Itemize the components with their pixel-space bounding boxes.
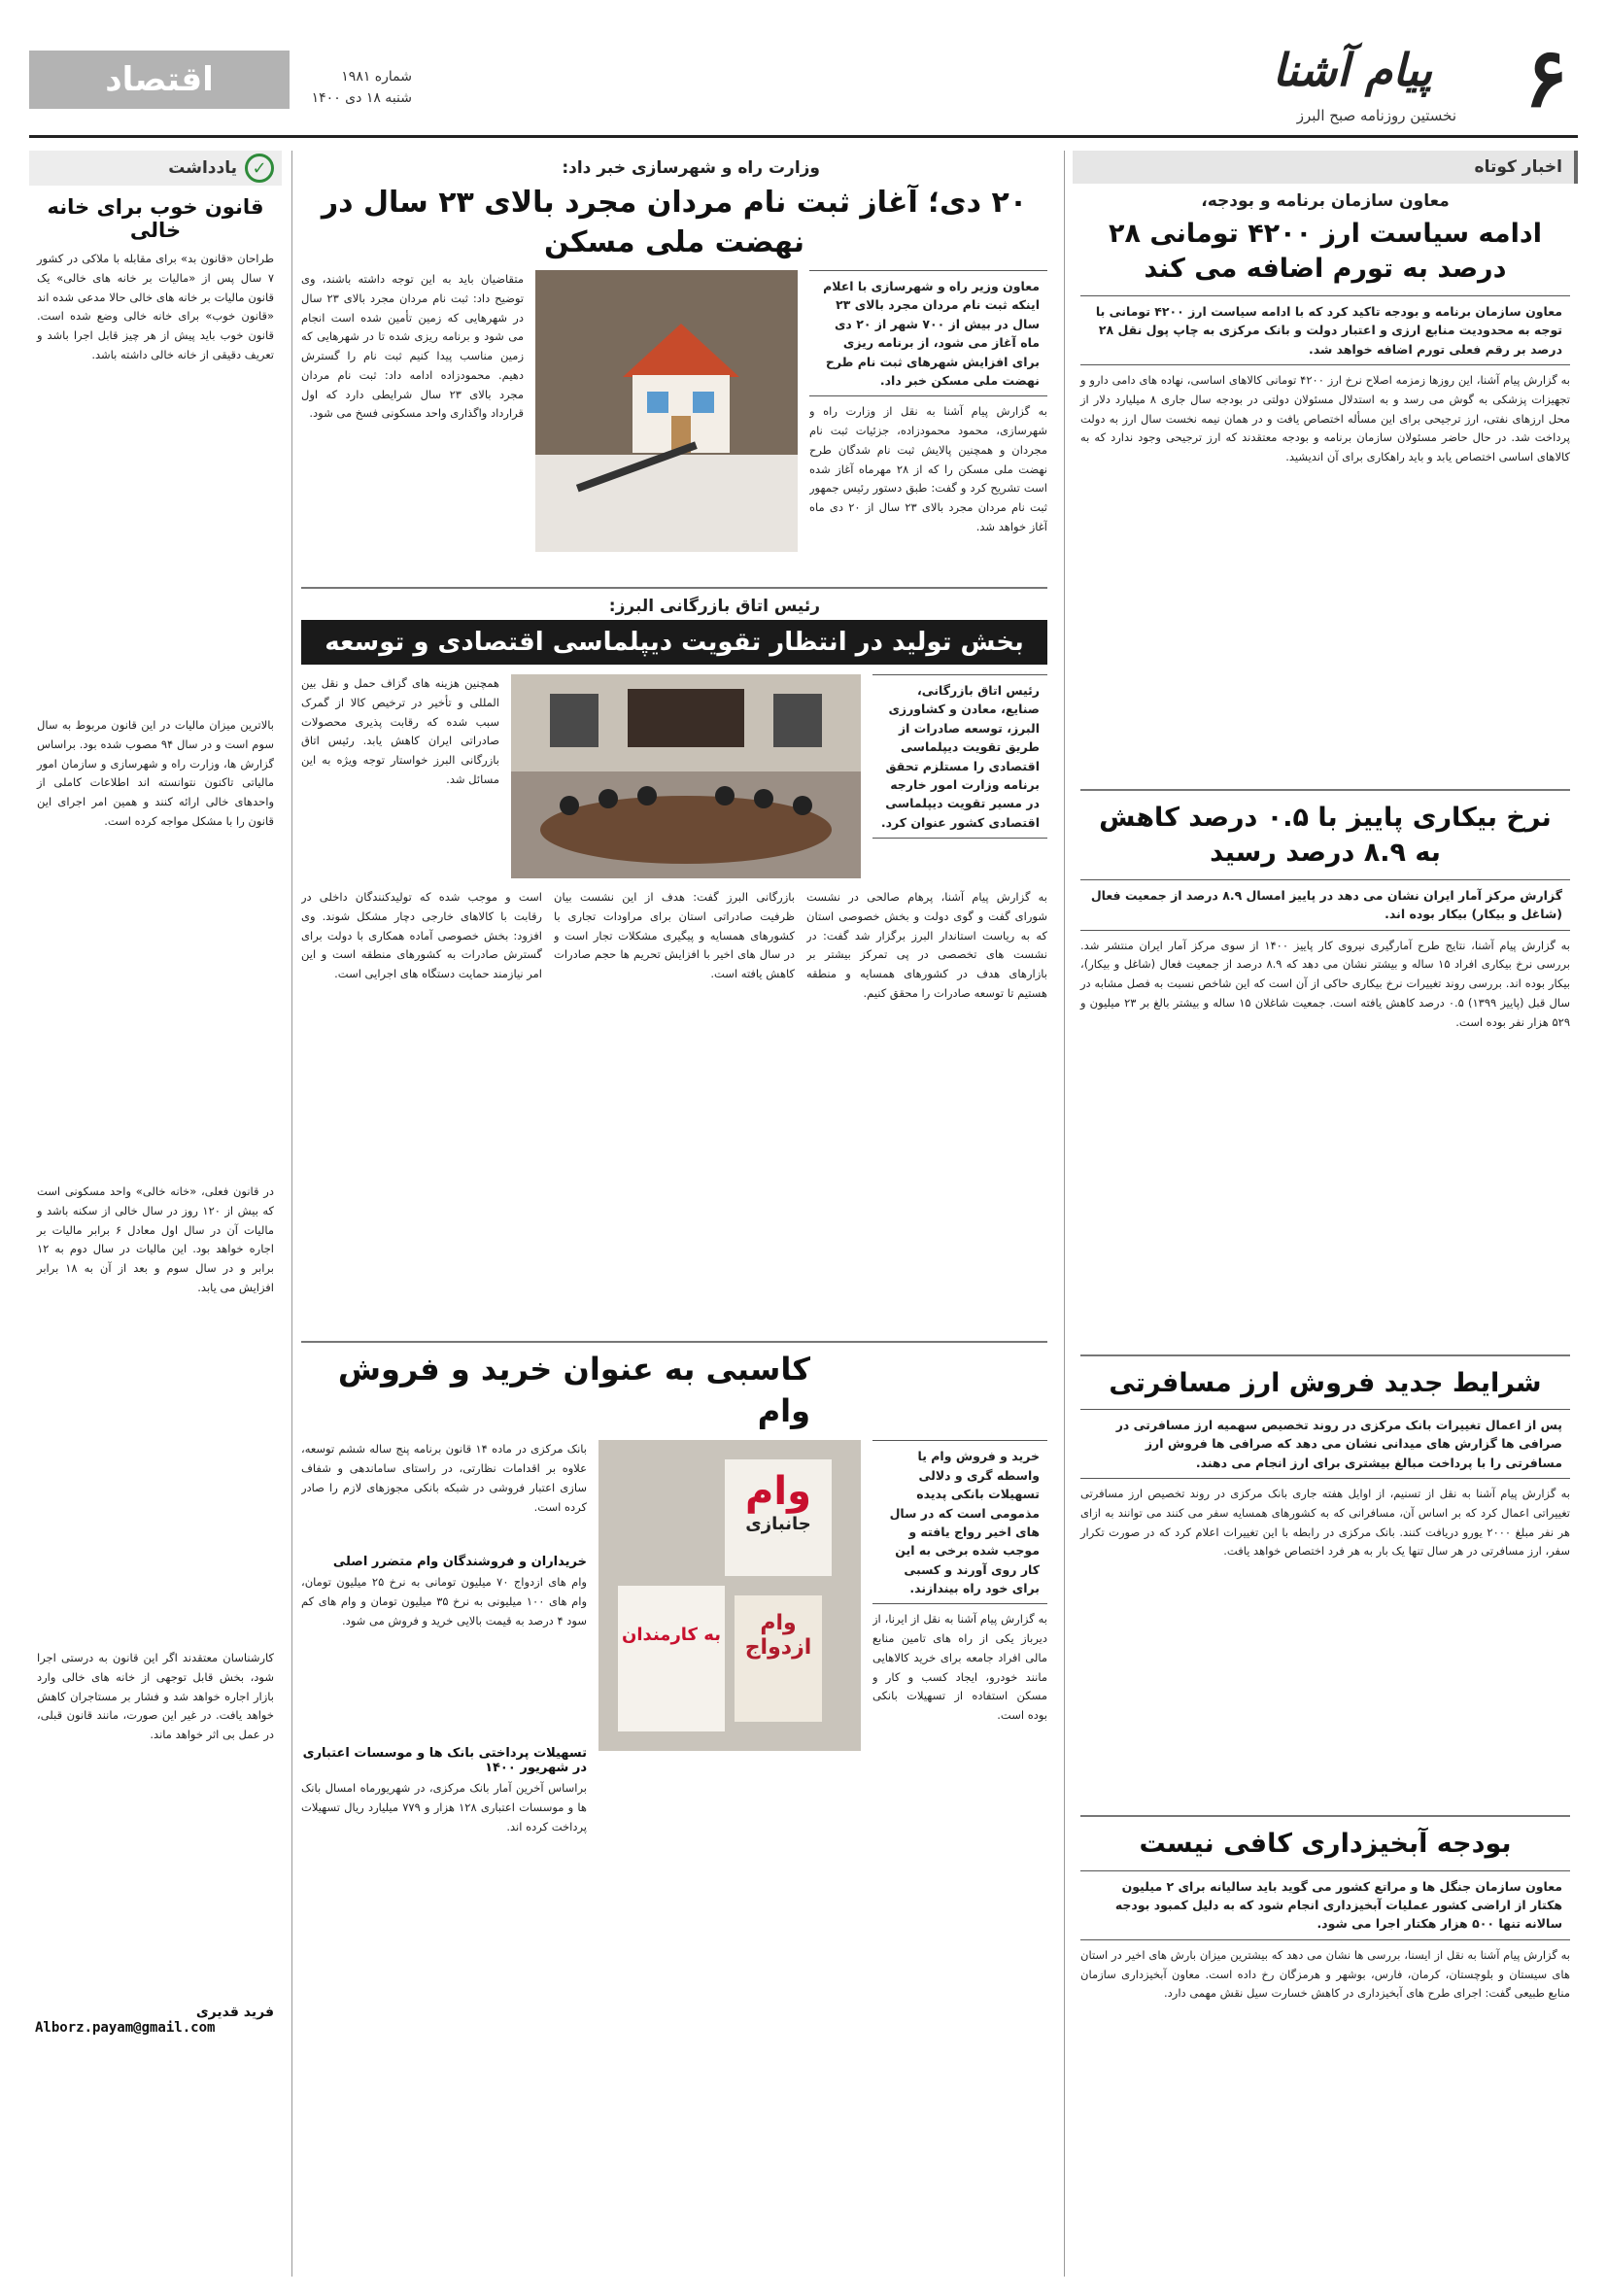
editorial-title: قانون خوب برای خانه خالی [47,195,264,242]
house-model-icon [535,270,798,552]
column-rule [1064,151,1065,2277]
divider [1080,789,1570,791]
author-name: فرید قدیری [195,2005,274,2020]
section-tab: اقتصاد [29,51,290,109]
story-headline: بودجه آبخیزداری کافی نیست [1139,1829,1512,1860]
editorial-column [29,151,282,2277]
story-headline: نرخ بیکاری پاییز با ۰.۵ درصد کاهش به ۸.۹ درصد رسید [1099,803,1552,869]
loan-ad-poster: وام ازدواج [735,1595,822,1722]
divider [1080,1354,1570,1356]
story-lead: خرید و فروش وام یا واسطه گری و دلالی تسهیلات بانکی پدیده مذمومی است که در سال های اخیر رواج یافته و موجب شده برخی به این کار روی آورند و کسبی برای خود راه بیندازند. [872,1440,1047,1604]
story-chamber-commerce [295,597,1053,1335]
editorial-body: در قانون فعلی، «خانه خالی» واحد مسکونی است که بیش از ۱۲۰ روز در سال خالی از سکنه باشد و مالیات آن در سال اول معادل ۶ برابر مالیات بر اجاره خواهد بود. این مالیات در سال دوم به ۱۲ برابر و در سال سوم و بعد از آن به ۱۸ برابر افزایش می یابد. [37,1184,274,1294]
story-headline: شرایط جدید فروش ارز مسافرتی [1109,1367,1542,1398]
story-body: به گزارش پیام آشنا به نقل از ایسنا، بررسی ها نشان می دهد که بیشترین میزان بارش های اخیر در استان های سیستان و بلوچستان، کرمان، فارس، بوشهر و هرمزگان رخ داده است. معاون آبخیزداری سازمان منابع طبیعی گفت: اجرای طرح های آبخیزداری در کاهش خسارت سیل نقش مهمی دارد. [1080,1947,1570,2001]
story-body: وام های ازدواج ۷۰ میلیون تومانی به نرخ ۲۵ میلیون تومان، وام های ۱۰۰ میلیونی به نرخ ۳۵ میلیون تومان و وام های کم سود ۴ درصد به قیمت بالایی خرید و فروش می شود. [301,1575,587,1628]
story-headline: ادامه سیاست ارز ۴۲۰۰ تومانی ۲۸ درصد به تورم اضافه می کند [1109,219,1542,285]
story-lead: معاون سازمان جنگل ها و مراتع کشور می گوید باید سالیانه برای ۲ میلیون هکتار از اراضی کشور عملیات آبخیزداری انجام شود که به دلیل کمبود بودجه سالانه تنها ۵۰۰ هزار هکتار اجرا می شود. [1080,1870,1570,1940]
masthead [29,29,1578,138]
story-body: به گزارش پیام آشنا، نتایج طرح آمارگیری نیروی کار پاییز ۱۴۰۰ از سوی مرکز آمار ایران منتشر شد. بررسی نرخ بیکاری افراد ۱۵ ساله و بیشتر نشان می دهد که ۸.۹ درصد از جمعیت فعال (شاغل و بیکار)، بیکار بوده اند. بررسی روند تغییرات نرخ بیکاری حاکی از آن است که این شاخص نسبت به فصل مشابه در سال قبل (پاییز ۱۳۹۹) ۰.۵ درصد کاهش یافته است. جمعیت شاغلان ۱۵ ساله و بیشتر بالغ بر ۲۳ میلیون و ۵۲۹ هزار نفر بوده است. [1080,938,1570,1029]
story-housing [295,158,1053,581]
meeting-photo [511,674,861,878]
column-rule [291,151,292,2277]
divider [1080,1815,1570,1817]
story-travel-currency [1073,1366,1578,1806]
story-body: براساس آخرین آمار بانک مرکزی، در شهریورماه امسال بانک ها و موسسات اعتباری ۱۲۸ هزار و ۷۷۹ میلیارد ریال تسهیلات پرداخت کرده اند. [301,1781,587,1833]
story-currency-policy [1073,191,1578,779]
editorial-body: طراحان «قانون بد» برای مقابله با ملاکی در کشور ۷ سال پس از «مالیات بر خانه های خالی» یک قانون مالیات بر خانه های خالی حالا مدعی شده اند «قانون خوب» برای خانه خالی وضع شده است. قانون خوب باید پیش از هر چیز قابل اجرا باشد و تعریف دقیقی از خانه خالی داشته باشد. [37,252,274,361]
editorial-body: بالاترین میزان مالیات در این قانون مربوط به سال سوم است و در سال ۹۴ مصوب شده بود. براساس گزارش ها، وزارت راه و شهرسازی و سازمان امور مالیاتی تاکنون نتوانسته اند اطلاعات کاملی از واحدهای خالی ارائه کنند و همین امر اجرای این قانون را با مشکل مواجه کرده است. [37,718,274,828]
tagline: نخستین روزنامه صبح البرز [1296,107,1456,124]
story-body: به گزارش پیام آشنا به نقل از وزارت راه و شهرسازی، محمود محمودزاده، جزئیات ثبت نام مجردان و همچنین پالایش ثبت نام شدگان طرح نهضت ملی مسکن را که از ۲۸ مهرماه آغاز شده است تشریح کرد و گفت: طبق دستور رئیس جمهور ثبت نام مردان مجرد بالای ۲۳ سال از ۲۰ دی ماه آغاز خواهد شد. [809,404,1047,533]
story-headline: ۲۰ دی؛ آغاز ثبت نام مردان مجرد بالای ۲۳ سال در نهضت ملی مسکن [321,186,1028,259]
story-subhead: تسهیلات پرداختی بانک ها و موسسات اعتباری در شهریور ۱۴۰۰ [302,1746,587,1776]
short-news-title: اخبار کوتاه [1073,151,1578,184]
story-lead: رئیس اتاق بازرگانی، صنایع، معادن و کشاورزی البرز، توسعه صادرات از طریق تقویت دیپلماسی اقتصادی را مستلزم تحقق برنامه وزارت امور خارجه در مسیر تقویت دیپلماسی اقتصادی کشور عنوان کرد. [872,674,1047,839]
logo-text: پیام آشنا [1272,44,1432,96]
loan-ad-poster: وام جانبازی [725,1459,832,1576]
issue-number: شماره ۱۹۸۱ [341,69,412,85]
story-body: متقاضیان باید به این توجه داشته باشند، وی توضیح داد: ثبت نام مردان مجرد بالای ۲۳ سال در شهرهایی که زمین تأمین شده است انجام می شود و برنامه ریزی شده تا در شهرهایی که زمین مناسب پیدا کنیم ثبت نام را گسترش دهیم. محمودزاده ادامه داد: ثبت نام مردان مجرد بالای ۲۳ سال شرایطی دارد که اول قرارداد واگذاری واحد مسکونی فسخ می شود. [301,272,524,421]
story-body: همچنین هزینه های گزاف حمل و نقل بین المللی و تأخیر در ترخیص کالا از گمرک سبب شده که رقابت پذیری محصولات صادراتی ایران کاهش یابد. رئیس اتاق بازرگانی البرز خواستار توجه ویژه به این مسائل شد. [301,676,499,786]
story-body: بازرگانی البرز گفت: هدف از این نشست بیان ظرفیت صادراتی استان برای مراودات تجاری با کشورهای همسایه و پیگیری مشکلات تجار است و در سال های اخیر با افزایش تحریم ها حجم صادرات کاهش یافته است. [554,890,795,981]
editorial-body: کارشناسان معتقدند اگر این قانون به درستی اجرا شود، بخش قابل توجهی از خانه های خالی وارد بازار اجاره خواهد شد و فشار بر مستاجران کاهش خواهد یافت. در غیر این صورت، مانند قانون قبلی، در عمل بی اثر خواهد ماند. [37,1651,274,1742]
story-body: به گزارش پیام آشنا، این روزها زمزمه اصلاح نرخ ارز ۴۲۰۰ تومانی کالاهای اساسی، نهاده های دامی دارو و تجهیزات پزشکی به گوش می رسد و به استدلال مسئولان دولتی در بودجه سال جاری ۸ میلیارد دلار از محل ارزهای نفتی، ارز ترجیحی برای این مسأله اختصاص یافت و در همان نیمه نخست سال ارز به دولت پرداخت شد. در حال حاضر مسئولان سازمان برنامه و بودجه معتقدند که ارز ترجیحی وجود ندارد که به کالاهای اساسی اختصاص یابد و باید راهکاری برای آن اندیشید. [1080,373,1571,464]
story-body: به گزارش پیام آشنا، پرهام صالحی در نشست شورای گفت و گوی دولت و بخش خصوصی استان که به ریاست استاندار البرز برگزار شد گفت: در نشست های تخصصی در پی تمرکز بیشتر بر بازارهای هدف در کشورهای همسایه و منطقه هستیم تا توسعه صادرات را محقق کنیم. [806,890,1047,1000]
checkmark-icon: ✓ [245,154,274,183]
story-lead: پس از اعمال تغییرات بانک مرکزی در روند تخصیص سهمیه ارز مسافرتی در صرافی ها گزارش های میدانی نشان می دهد که صرافی ها فروش ارز مسافرتی را با پرداخت مبالغ بیشتری برای ارز انجام می دهند. [1080,1409,1570,1479]
page-number: ۶ [1523,29,1568,125]
editorial-header [29,151,282,186]
contact-email[interactable]: Alborz.payam@gmail.com [35,2020,216,2036]
loan-ad-poster: به کارمندان [618,1586,725,1731]
divider [301,1341,1047,1343]
story-headline: کاسبی به عنوان خرید و فروش وام [337,1351,810,1430]
loan-ads-photo [598,1440,861,1751]
story-body: بانک مرکزی در ماده ۱۴ قانون برنامه پنج ساله ششم توسعه، علاوه بر اقدامات نظارتی، در راستای ساماندهی و شفاف سازی اعتبار فروشی در شبکه بانکی مجوزهای لازم را صادر کرده است. [301,1442,587,1514]
story-banner-headline: بخش تولید در انتظار تقویت دیپلماسی اقتصادی و توسعه [301,620,1047,665]
newspaper-logo [1228,35,1442,103]
story-subhead: خریداران و فروشندگان وام متضرر اصلی [332,1555,587,1570]
story-kicker: معاون سازمان برنامه و بودجه، [1201,191,1450,211]
story-unemployment [1073,801,1578,1345]
story-body: به گزارش پیام آشنا به نقل از تسنیم، از اوایل هفته جاری بانک مرکزی در روند تخصیص ارز مسافرتی تغییراتی اعمال کرد که بر اساس آن، مسافرانی که به کشورهای همسایه سفر می کنند می توانند به ازای هر نفر مبلغ ۲۰۰۰ یورو دریافت کنند. بانک مرکزی در رابطه با این تغییرات اعلام کرد که در صورت تکرار سفر، ارز مسافرتی در هر سال تنها یک بار به هر فرد اختصاص خواهد یافت. [1080,1487,1570,1559]
meeting-room-icon [511,674,861,878]
story-lead: معاون وزیر راه و شهرسازی با اعلام اینکه ثبت نام مردان مجرد بالای ۲۳ سال در بیش از ۷۰۰ شهر از ۲۰ دی ماه آغاز می شود، از برنامه ریزی برای افزایش شهرهای ثبت نام طرح نهضت ملی مسکن خبر داد. [809,270,1047,396]
issue-date: شنبه ۱۸ دی ۱۴۰۰ [311,90,412,107]
story-kicker: رئیس اتاق بازرگانی البرز: [608,597,820,616]
main-stories-column [295,151,1053,2277]
short-news-column [1073,151,1578,2189]
story-lead: معاون سازمان برنامه و بودجه تاکید کرد که با ادامه سیاست ارز ۴۲۰۰ تومانی با توجه به محدودیت منابع ارزی و اعتبار دولت و بانک مرکزی به چاپ پول نقل ۲۸ درصد بر رقم فعلی تورم اضافه خواهد شد. [1080,295,1570,365]
house-model-photo [535,270,798,552]
story-watershed [1073,1827,1578,2111]
story-lead: گزارش مرکز آمار ایران نشان می دهد در پاییز امسال ۸.۹ درصد از جمعیت فعال (شاغل و بیکار) بیکار بوده اند. [1080,879,1570,931]
issue-info [295,66,412,110]
editorial-label: یادداشت [168,158,237,178]
story-loan-trading [295,1349,1053,2096]
story-body: به گزارش پیام آشنا به نقل از ایرنا، از دیرباز یکی از راه های تامین منابع مالی افراد جامعه برای خرید کالاهایی مانند خودرو، ایجاد کسب و کار و مسکن استفاده از تسهیلات بانکی بوده است. [872,1612,1047,1723]
story-kicker: وزارت راه و شهرسازی خبر داد: [562,158,820,178]
story-body: است و موجب شده که تولیدکنندگان داخلی در رقابت با کالاهای خارجی دچار مشکل شوند. وی افزود: بخش خصوصی آماده همکاری با دولت برای گسترش صادرات به کشورهای منطقه است و این امر نیازمند حمایت دستگاه های اجرایی است. [301,890,542,981]
